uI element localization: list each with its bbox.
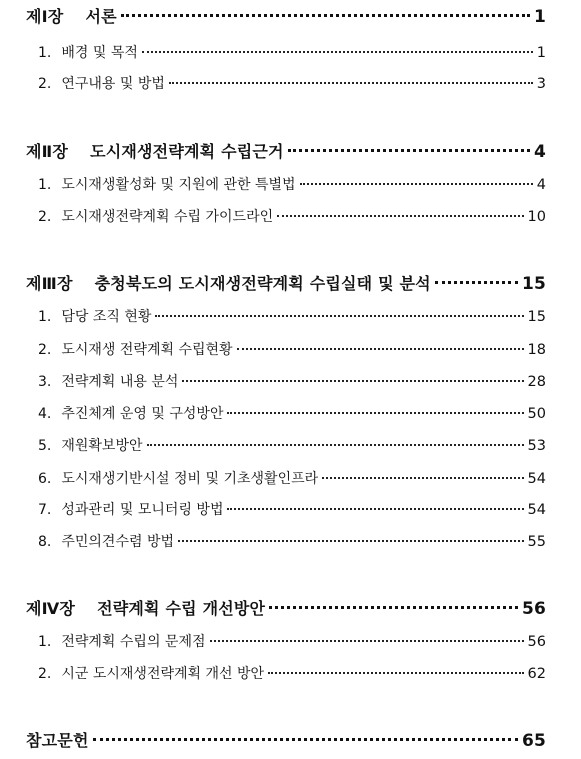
page-number: 10 [527, 209, 546, 225]
page-number: 62 [527, 666, 546, 682]
item-index: 7. [38, 502, 52, 518]
page-number: 65 [521, 731, 546, 751]
item-index: 1. [38, 634, 52, 650]
dot-leader [147, 444, 524, 446]
item-index: 2. [38, 209, 52, 225]
page-number: 56 [527, 634, 546, 650]
item-title: 시군 도시재생전략계획 개선 방안 [61, 666, 265, 682]
page-number: 4 [533, 142, 546, 162]
dot-leader [227, 508, 523, 510]
toc-item[interactable] [38, 174, 546, 194]
chapter-title: 전략계획 수립 개선방안 [97, 599, 266, 618]
page-number: 3 [536, 76, 546, 92]
toc-chapter[interactable] [26, 596, 546, 619]
chapter-title: 충청북도의 도시재생전략계획 수립실태 및 분석 [94, 274, 431, 293]
toc-chapter[interactable] [26, 139, 546, 162]
toc-item[interactable] [38, 403, 546, 423]
chapter-title: 도시재생전략계획 수립근거 [90, 142, 284, 161]
item-index: 8. [38, 534, 52, 550]
dot-leader [269, 606, 518, 609]
dot-leader [288, 149, 530, 152]
item-index: 1. [38, 177, 52, 193]
page-number: 15 [527, 309, 546, 325]
dot-leader [142, 51, 533, 53]
item-title: 도시재생기반시설 정비 및 기초생활인프라 [61, 471, 319, 487]
page-number: 56 [521, 599, 546, 619]
toc-item[interactable] [38, 531, 546, 551]
item-index: 2. [38, 666, 52, 682]
page-number: 4 [536, 177, 546, 193]
toc-item[interactable] [38, 42, 546, 62]
item-index: 2. [38, 342, 52, 358]
item-title: 연구내용 및 방법 [61, 76, 165, 92]
toc-item[interactable] [38, 631, 546, 651]
toc-item[interactable] [38, 73, 546, 93]
toc-item[interactable] [38, 435, 546, 455]
toc-chapter[interactable] [26, 4, 546, 27]
item-title: 전략계획 내용 분석 [61, 374, 179, 390]
item-title: 추진체계 운영 및 구성방안 [61, 406, 224, 422]
page-number: 1 [533, 7, 546, 27]
item-index: 1. [38, 309, 52, 325]
page-number: 28 [527, 374, 546, 390]
item-title: 성과관리 및 모니터링 방법 [61, 502, 224, 518]
item-title: 주민의견수렴 방법 [61, 534, 175, 550]
dot-leader [121, 14, 530, 17]
dot-leader [277, 215, 523, 217]
page-number: 18 [527, 342, 546, 358]
page-number: 55 [527, 534, 546, 550]
dot-leader [155, 315, 523, 317]
item-title: 도시재생전략계획 수립 가이드라인 [61, 209, 274, 225]
page-number: 50 [527, 406, 546, 422]
chapter-number: 제Ⅲ장 [26, 274, 73, 293]
page-number: 54 [527, 502, 546, 518]
toc-item[interactable] [38, 499, 546, 519]
toc-item[interactable] [38, 339, 546, 359]
references-title: 참고문헌 [26, 731, 89, 750]
item-index: 2. [38, 76, 52, 92]
toc-item[interactable] [38, 663, 546, 683]
chapter-number: 제Ⅱ장 [26, 142, 69, 161]
page-number: 54 [527, 471, 546, 487]
chapter-number: 제Ⅳ장 [26, 599, 76, 618]
item-title: 재원확보방안 [61, 438, 143, 454]
item-title: 전략계획 수립의 문제점 [61, 634, 206, 650]
toc-item[interactable] [38, 306, 546, 326]
chapter-number: 제Ⅰ장 [26, 7, 64, 26]
dot-leader [210, 640, 524, 642]
dot-leader [93, 738, 518, 741]
item-title: 도시재생 전략계획 수립현황 [61, 342, 233, 358]
dot-leader [237, 348, 524, 350]
toc-item[interactable] [38, 468, 546, 488]
item-index: 3. [38, 374, 52, 390]
dot-leader [435, 281, 518, 284]
toc-chapter[interactable] [26, 271, 546, 294]
dot-leader [227, 412, 523, 414]
chapter-title: 서론 [85, 7, 117, 26]
dot-leader [182, 380, 523, 382]
toc-item[interactable] [38, 371, 546, 391]
page-number: 1 [536, 45, 546, 61]
dot-leader [300, 183, 533, 185]
item-index: 4. [38, 406, 52, 422]
toc-references[interactable] [26, 728, 546, 751]
toc-item[interactable] [38, 206, 546, 226]
page-number: 53 [527, 438, 546, 454]
item-title: 배경 및 목적 [61, 45, 138, 61]
item-title: 도시재생활성화 및 지원에 관한 특별법 [61, 177, 296, 193]
item-title: 담당 조직 현황 [61, 309, 152, 325]
item-index: 6. [38, 471, 52, 487]
dot-leader [178, 540, 524, 542]
dot-leader [169, 82, 533, 84]
item-index: 5. [38, 438, 52, 454]
item-index: 1. [38, 45, 52, 61]
dot-leader [322, 477, 523, 479]
dot-leader [268, 672, 524, 674]
page-number: 15 [521, 274, 546, 294]
